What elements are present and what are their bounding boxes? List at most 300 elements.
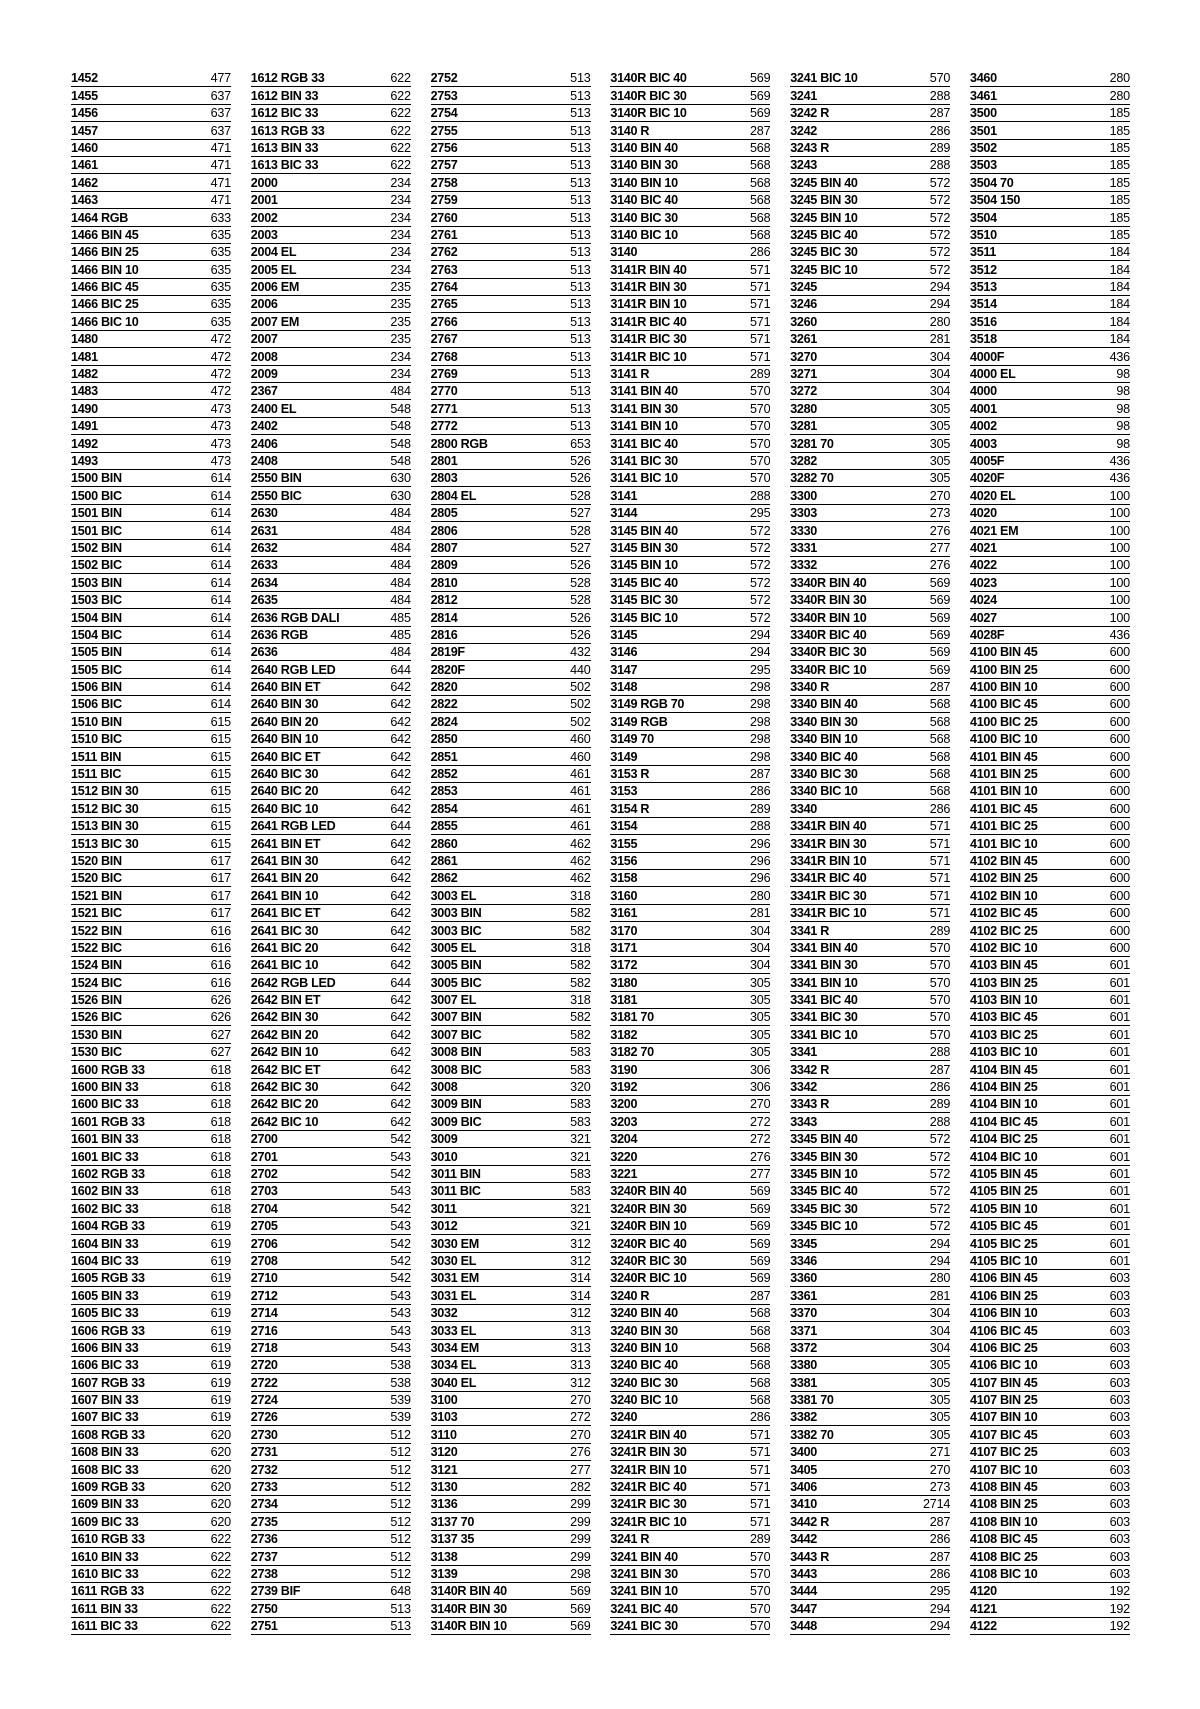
page-number: 570 — [749, 419, 771, 434]
product-code: 3007 EL — [430, 993, 477, 1008]
page-number: 305 — [929, 1410, 951, 1425]
product-code: 3005 BIC — [430, 975, 482, 990]
product-code: 4104 BIC 25 — [969, 1132, 1038, 1147]
index-row — [790, 922, 950, 939]
page-number: 320 — [570, 1080, 591, 1095]
index-row — [970, 644, 1130, 661]
index-row — [71, 766, 231, 783]
index-row — [970, 1357, 1130, 1374]
product-code: 4108 BIC 10 — [969, 1566, 1038, 1581]
page-number: 601 — [1109, 1184, 1130, 1199]
index-row — [610, 766, 770, 783]
product-code: 4100 BIN 45 — [969, 645, 1038, 660]
page-number: 570 — [929, 1010, 951, 1025]
index-row — [610, 261, 770, 278]
index-row — [71, 348, 231, 365]
index-row — [431, 1026, 591, 1043]
product-code: 2701 — [250, 1149, 278, 1164]
page-number: 618 — [210, 1097, 231, 1112]
index-row — [970, 174, 1130, 191]
index-row — [790, 157, 950, 174]
product-code: 2720 — [250, 1358, 278, 1373]
product-code: 3008 BIC — [430, 1062, 482, 1077]
page-number: 276 — [929, 558, 951, 573]
index-row — [970, 1287, 1130, 1304]
index-row — [251, 1600, 411, 1617]
index-row — [71, 574, 231, 591]
product-code: 3340 BIN 30 — [790, 714, 858, 729]
index-row — [790, 1392, 950, 1409]
page-number: 603 — [1109, 1549, 1130, 1564]
page-number: 288 — [749, 819, 771, 834]
product-code: 2820 — [430, 680, 458, 695]
product-code: 4103 BIN 45 — [969, 958, 1038, 973]
product-code: 2722 — [250, 1375, 278, 1390]
index-row — [251, 957, 411, 974]
product-code: 3147 — [610, 662, 638, 677]
product-code: 3141 R — [610, 367, 650, 382]
index-row — [71, 1618, 231, 1635]
page-number: 600 — [1109, 888, 1130, 903]
index-row — [251, 835, 411, 852]
page-number: 571 — [749, 332, 771, 347]
index-row — [251, 418, 411, 435]
index-row — [71, 1113, 231, 1130]
index-row — [431, 1218, 591, 1235]
index-row — [431, 1426, 591, 1443]
product-code: 4104 BIN 10 — [969, 1097, 1038, 1112]
index-row — [790, 383, 950, 400]
index-row — [251, 644, 411, 661]
index-row — [251, 174, 411, 191]
index-row — [790, 1096, 950, 1113]
index-row — [790, 1113, 950, 1130]
product-code: 1521 BIN — [71, 888, 122, 903]
index-row — [790, 261, 950, 278]
index-row — [970, 435, 1130, 452]
page-number: 295 — [749, 506, 771, 521]
index-row — [431, 1409, 591, 1426]
index-row — [251, 1374, 411, 1391]
page-number: 305 — [929, 436, 951, 451]
page-number: 288 — [749, 488, 771, 503]
product-code: 1600 BIC 33 — [71, 1097, 139, 1112]
product-code: 3012 — [430, 1219, 458, 1234]
product-code: 3153 — [610, 784, 638, 799]
product-code: 3342 R — [790, 1062, 829, 1077]
index-row — [71, 1322, 231, 1339]
product-code: 2367 — [250, 384, 278, 399]
product-code: 2850 — [430, 732, 458, 747]
index-row — [970, 1026, 1130, 1043]
page-number: 313 — [570, 1340, 591, 1355]
index-row — [71, 940, 231, 957]
page-number: 305 — [929, 453, 951, 468]
product-code: 3340R BIN 10 — [790, 610, 867, 625]
product-code: 3240 BIN 10 — [610, 1340, 678, 1355]
product-code: 3145 — [610, 627, 638, 642]
product-code: 1480 — [71, 332, 98, 347]
product-code: 2824 — [430, 714, 458, 729]
index-row — [251, 574, 411, 591]
page-number: 571 — [749, 1462, 771, 1477]
index-row — [71, 905, 231, 922]
page-number: 583 — [570, 1114, 591, 1129]
index-row — [610, 227, 770, 244]
page-number: 642 — [390, 767, 411, 782]
product-code: 3221 — [610, 1167, 638, 1181]
page-number: 622 — [390, 140, 411, 155]
page-number: 286 — [929, 1566, 951, 1581]
index-row — [970, 922, 1130, 939]
index-row — [610, 1357, 770, 1374]
page-number: 615 — [210, 749, 231, 764]
page-number: 635 — [210, 280, 231, 295]
page-number: 600 — [1109, 871, 1130, 886]
page-number: 461 — [570, 801, 591, 816]
page-number: 601 — [1109, 1236, 1130, 1251]
index-row — [790, 1426, 950, 1443]
index-row — [790, 1374, 950, 1391]
page-number: 603 — [1109, 1271, 1130, 1286]
index-row — [71, 505, 231, 522]
index-row — [71, 140, 231, 157]
page-number: 572 — [929, 1149, 951, 1164]
page-number: 568 — [749, 227, 771, 242]
product-code: 2736 — [250, 1532, 278, 1547]
page-number: 619 — [210, 1288, 231, 1303]
product-code: 3271 — [790, 367, 818, 382]
product-code: 2801 — [430, 453, 458, 468]
product-code: 2755 — [430, 123, 458, 138]
index-row — [610, 1374, 770, 1391]
index-row — [431, 1113, 591, 1130]
product-code: 2630 — [250, 506, 278, 521]
product-code: 2636 RGB — [250, 627, 308, 642]
index-row — [71, 661, 231, 678]
page-number: 289 — [749, 1532, 771, 1547]
index-row — [970, 1009, 1130, 1026]
index-row — [970, 1061, 1130, 1078]
product-code: 2703 — [250, 1184, 278, 1199]
product-code: 1606 BIN 33 — [71, 1340, 139, 1355]
page-number: 472 — [210, 367, 231, 382]
index-row — [431, 261, 591, 278]
product-code: 4105 BIN 45 — [969, 1167, 1038, 1181]
page-number: 184 — [1109, 332, 1130, 347]
product-code: 3030 EM — [430, 1236, 479, 1251]
page-number: 98 — [1116, 384, 1130, 399]
index-row — [610, 574, 770, 591]
index-row — [610, 818, 770, 835]
page-number: 618 — [210, 1062, 231, 1077]
index-row — [970, 1253, 1130, 1270]
page-number: 277 — [929, 540, 951, 555]
index-row — [431, 1235, 591, 1252]
page-number: 637 — [210, 106, 231, 121]
page-number: 648 — [390, 1584, 411, 1599]
page-number: 289 — [749, 367, 771, 382]
product-code: 3153 R — [610, 767, 650, 782]
index-row — [610, 192, 770, 209]
index-row — [610, 453, 770, 470]
page-number: 600 — [1109, 680, 1130, 695]
index-row — [431, 87, 591, 104]
product-code: 3240R BIC 40 — [610, 1236, 687, 1251]
product-code: 3280 — [790, 401, 818, 416]
page-number: 185 — [1109, 158, 1130, 173]
product-code: 3504 70 — [969, 175, 1014, 190]
product-code: 1510 BIN — [71, 714, 122, 729]
page-number: 603 — [1109, 1323, 1130, 1338]
index-row — [251, 592, 411, 609]
page-number: 601 — [1109, 1097, 1130, 1112]
page-number: 568 — [749, 1323, 771, 1338]
index-row — [431, 122, 591, 139]
product-code: 4022 — [969, 558, 997, 573]
product-code: 3140R BIN 10 — [430, 1619, 507, 1634]
product-code: 3380 — [790, 1358, 818, 1373]
product-code: 1461 — [71, 158, 98, 173]
index-row — [610, 1287, 770, 1304]
page-number: 276 — [929, 523, 951, 538]
page-number: 526 — [570, 558, 591, 573]
index-row — [610, 835, 770, 852]
product-code: 1466 BIC 25 — [71, 297, 139, 312]
page-number: 614 — [210, 488, 231, 503]
page-number: 644 — [390, 819, 411, 834]
product-code: 3011 BIC — [430, 1184, 481, 1199]
product-code: 2763 — [430, 262, 458, 277]
product-code: 3460 — [969, 71, 997, 86]
page-number: 513 — [390, 1619, 411, 1634]
index-row — [71, 174, 231, 191]
page-number: 642 — [390, 784, 411, 799]
product-code: 1492 — [71, 436, 98, 451]
product-code: 1482 — [71, 367, 98, 382]
product-code: 3034 EM — [430, 1340, 479, 1355]
page-number: 313 — [570, 1323, 591, 1338]
product-code: 3282 — [790, 453, 818, 468]
product-code: 1602 BIN 33 — [71, 1184, 139, 1199]
page-number: 286 — [749, 1410, 771, 1425]
product-code: 2641 BIN 10 — [250, 888, 319, 903]
product-code: 3243 — [790, 158, 818, 173]
index-row — [431, 1548, 591, 1565]
page-number: 294 — [929, 297, 951, 312]
product-code: 3120 — [430, 1445, 458, 1460]
product-code: 2001 — [250, 193, 278, 208]
product-code: 3145 BIN 30 — [610, 540, 678, 555]
index-row — [431, 905, 591, 922]
index-row — [71, 1583, 231, 1600]
product-code: 4023 — [969, 575, 997, 590]
product-code: 3145 BIC 30 — [610, 593, 678, 608]
product-code: 2820F — [430, 662, 465, 677]
product-code: 2640 BIN ET — [250, 680, 321, 695]
page-number: 615 — [210, 819, 231, 834]
page-number: 281 — [929, 1288, 951, 1303]
page-number: 526 — [570, 453, 591, 468]
index-row — [431, 557, 591, 574]
index-row — [790, 1583, 950, 1600]
page-number: 472 — [210, 384, 231, 399]
index-row — [251, 870, 411, 887]
index-row — [790, 957, 950, 974]
page-number: 622 — [390, 71, 411, 86]
page-number: 321 — [570, 1201, 591, 1216]
product-code: 3406 — [790, 1480, 818, 1495]
page-number: 642 — [390, 993, 411, 1008]
index-row — [790, 487, 950, 504]
page-number: 192 — [1109, 1601, 1130, 1616]
page-number: 601 — [1109, 1114, 1130, 1129]
product-code: 3343 R — [790, 1097, 829, 1112]
product-code: 2635 — [250, 593, 278, 608]
page-number: 583 — [570, 1184, 591, 1199]
product-code: 2632 — [250, 540, 278, 555]
product-code: 3140R BIN 30 — [430, 1601, 507, 1616]
page-number: 635 — [210, 227, 231, 242]
product-code: 2772 — [430, 419, 458, 434]
index-row — [790, 1079, 950, 1096]
product-code: 3171 — [610, 940, 638, 955]
page-number: 184 — [1109, 297, 1130, 312]
page-number: 461 — [570, 767, 591, 782]
index-row — [431, 644, 591, 661]
index-row — [431, 1061, 591, 1078]
page-number: 305 — [749, 1045, 771, 1060]
product-code: 3361 — [790, 1288, 818, 1303]
product-code: 2641 BIN ET — [250, 836, 321, 851]
index-row — [431, 227, 591, 244]
product-code: 3203 — [610, 1114, 638, 1129]
page-number: 572 — [749, 523, 771, 538]
index-row — [71, 1531, 231, 1548]
page-number: 270 — [929, 1462, 951, 1477]
product-code: 2819F — [430, 645, 465, 660]
product-code: 3220 — [610, 1149, 638, 1164]
product-code: 1601 BIN 33 — [71, 1132, 139, 1147]
index-row — [251, 1183, 411, 1200]
page-number: 572 — [929, 1184, 951, 1199]
page-number: 100 — [1109, 506, 1130, 521]
page-number: 235 — [390, 297, 411, 312]
index-row — [251, 661, 411, 678]
index-row — [790, 244, 950, 261]
product-code: 3241R BIN 10 — [610, 1462, 687, 1477]
page-number: 484 — [390, 558, 411, 573]
product-code: 1606 BIC 33 — [71, 1358, 139, 1373]
index-row — [431, 470, 591, 487]
product-code: 2000 — [250, 175, 278, 190]
index-row — [610, 1235, 770, 1252]
product-code: 3241 — [790, 88, 818, 103]
page-number: 294 — [929, 1601, 951, 1616]
product-code: 3340R BIN 30 — [790, 593, 867, 608]
index-row — [790, 505, 950, 522]
product-code: 1601 BIC 33 — [71, 1149, 139, 1164]
page-number: 513 — [570, 332, 591, 347]
product-code: 3360 — [790, 1271, 818, 1286]
index-row — [790, 331, 950, 348]
page-number: 543 — [390, 1149, 411, 1164]
index-row — [970, 1479, 1130, 1496]
page-number: 627 — [210, 1027, 231, 1042]
index-row — [71, 331, 231, 348]
index-row — [431, 957, 591, 974]
product-code: 3245 BIN 40 — [790, 175, 858, 190]
page-number: 603 — [1109, 1445, 1130, 1460]
product-code: 2705 — [250, 1219, 278, 1234]
page-number: 484 — [390, 384, 411, 399]
page-number: 601 — [1109, 993, 1130, 1008]
page-number: 622 — [390, 106, 411, 121]
product-code: 1502 BIC — [71, 558, 122, 573]
product-code: 3341 BIN 10 — [790, 975, 858, 990]
index-row — [790, 1200, 950, 1217]
index-row — [970, 1548, 1130, 1565]
index-row — [790, 574, 950, 591]
product-code: 3137 70 — [430, 1514, 475, 1529]
page-number: 539 — [390, 1393, 411, 1408]
page-number: 600 — [1109, 906, 1130, 921]
product-code: 3341 — [790, 1045, 818, 1060]
page-number: 296 — [749, 836, 771, 851]
index-row — [610, 1096, 770, 1113]
product-code: 1510 BIC — [71, 732, 122, 747]
product-code: 3371 — [790, 1323, 818, 1338]
product-code: 4101 BIC 10 — [969, 836, 1038, 851]
index-row — [431, 192, 591, 209]
product-code: 3340 R — [790, 680, 829, 695]
index-row — [431, 592, 591, 609]
page-number: 281 — [929, 332, 951, 347]
product-code: 4106 BIN 45 — [969, 1271, 1038, 1286]
page-number: 570 — [749, 384, 771, 399]
product-code: 1457 — [71, 123, 98, 138]
product-code: 3146 — [610, 645, 638, 660]
index-row — [251, 1322, 411, 1339]
product-code: 1526 BIN — [71, 993, 122, 1008]
product-code: 3245 BIC 40 — [790, 227, 858, 242]
page-number: 513 — [390, 1601, 411, 1616]
page-number: 298 — [749, 680, 771, 695]
product-code: 1613 BIN 33 — [250, 140, 319, 155]
page-number: 620 — [210, 1462, 231, 1477]
product-code: 3340 BIC 10 — [790, 784, 858, 799]
page-number: 616 — [210, 958, 231, 973]
product-code: 2006 EM — [250, 280, 300, 295]
index-row — [251, 748, 411, 765]
page-number: 619 — [210, 1410, 231, 1425]
index-row — [610, 1618, 770, 1635]
product-code: 3341 BIN 30 — [790, 958, 858, 973]
page-number: 473 — [210, 453, 231, 468]
page-number: 642 — [390, 940, 411, 955]
product-code: 3511 — [969, 245, 997, 260]
page-number: 570 — [929, 940, 951, 955]
index-row — [970, 366, 1130, 383]
page-number: 618 — [210, 1167, 231, 1181]
index-row — [71, 87, 231, 104]
product-code: 3140 BIC 10 — [610, 227, 678, 242]
page-number: 583 — [570, 1167, 591, 1181]
product-code: 3240R BIC 10 — [610, 1271, 687, 1286]
product-code: 3442 R — [790, 1514, 829, 1529]
product-code: 3141R BIN 40 — [610, 262, 687, 277]
index-row — [790, 1357, 950, 1374]
